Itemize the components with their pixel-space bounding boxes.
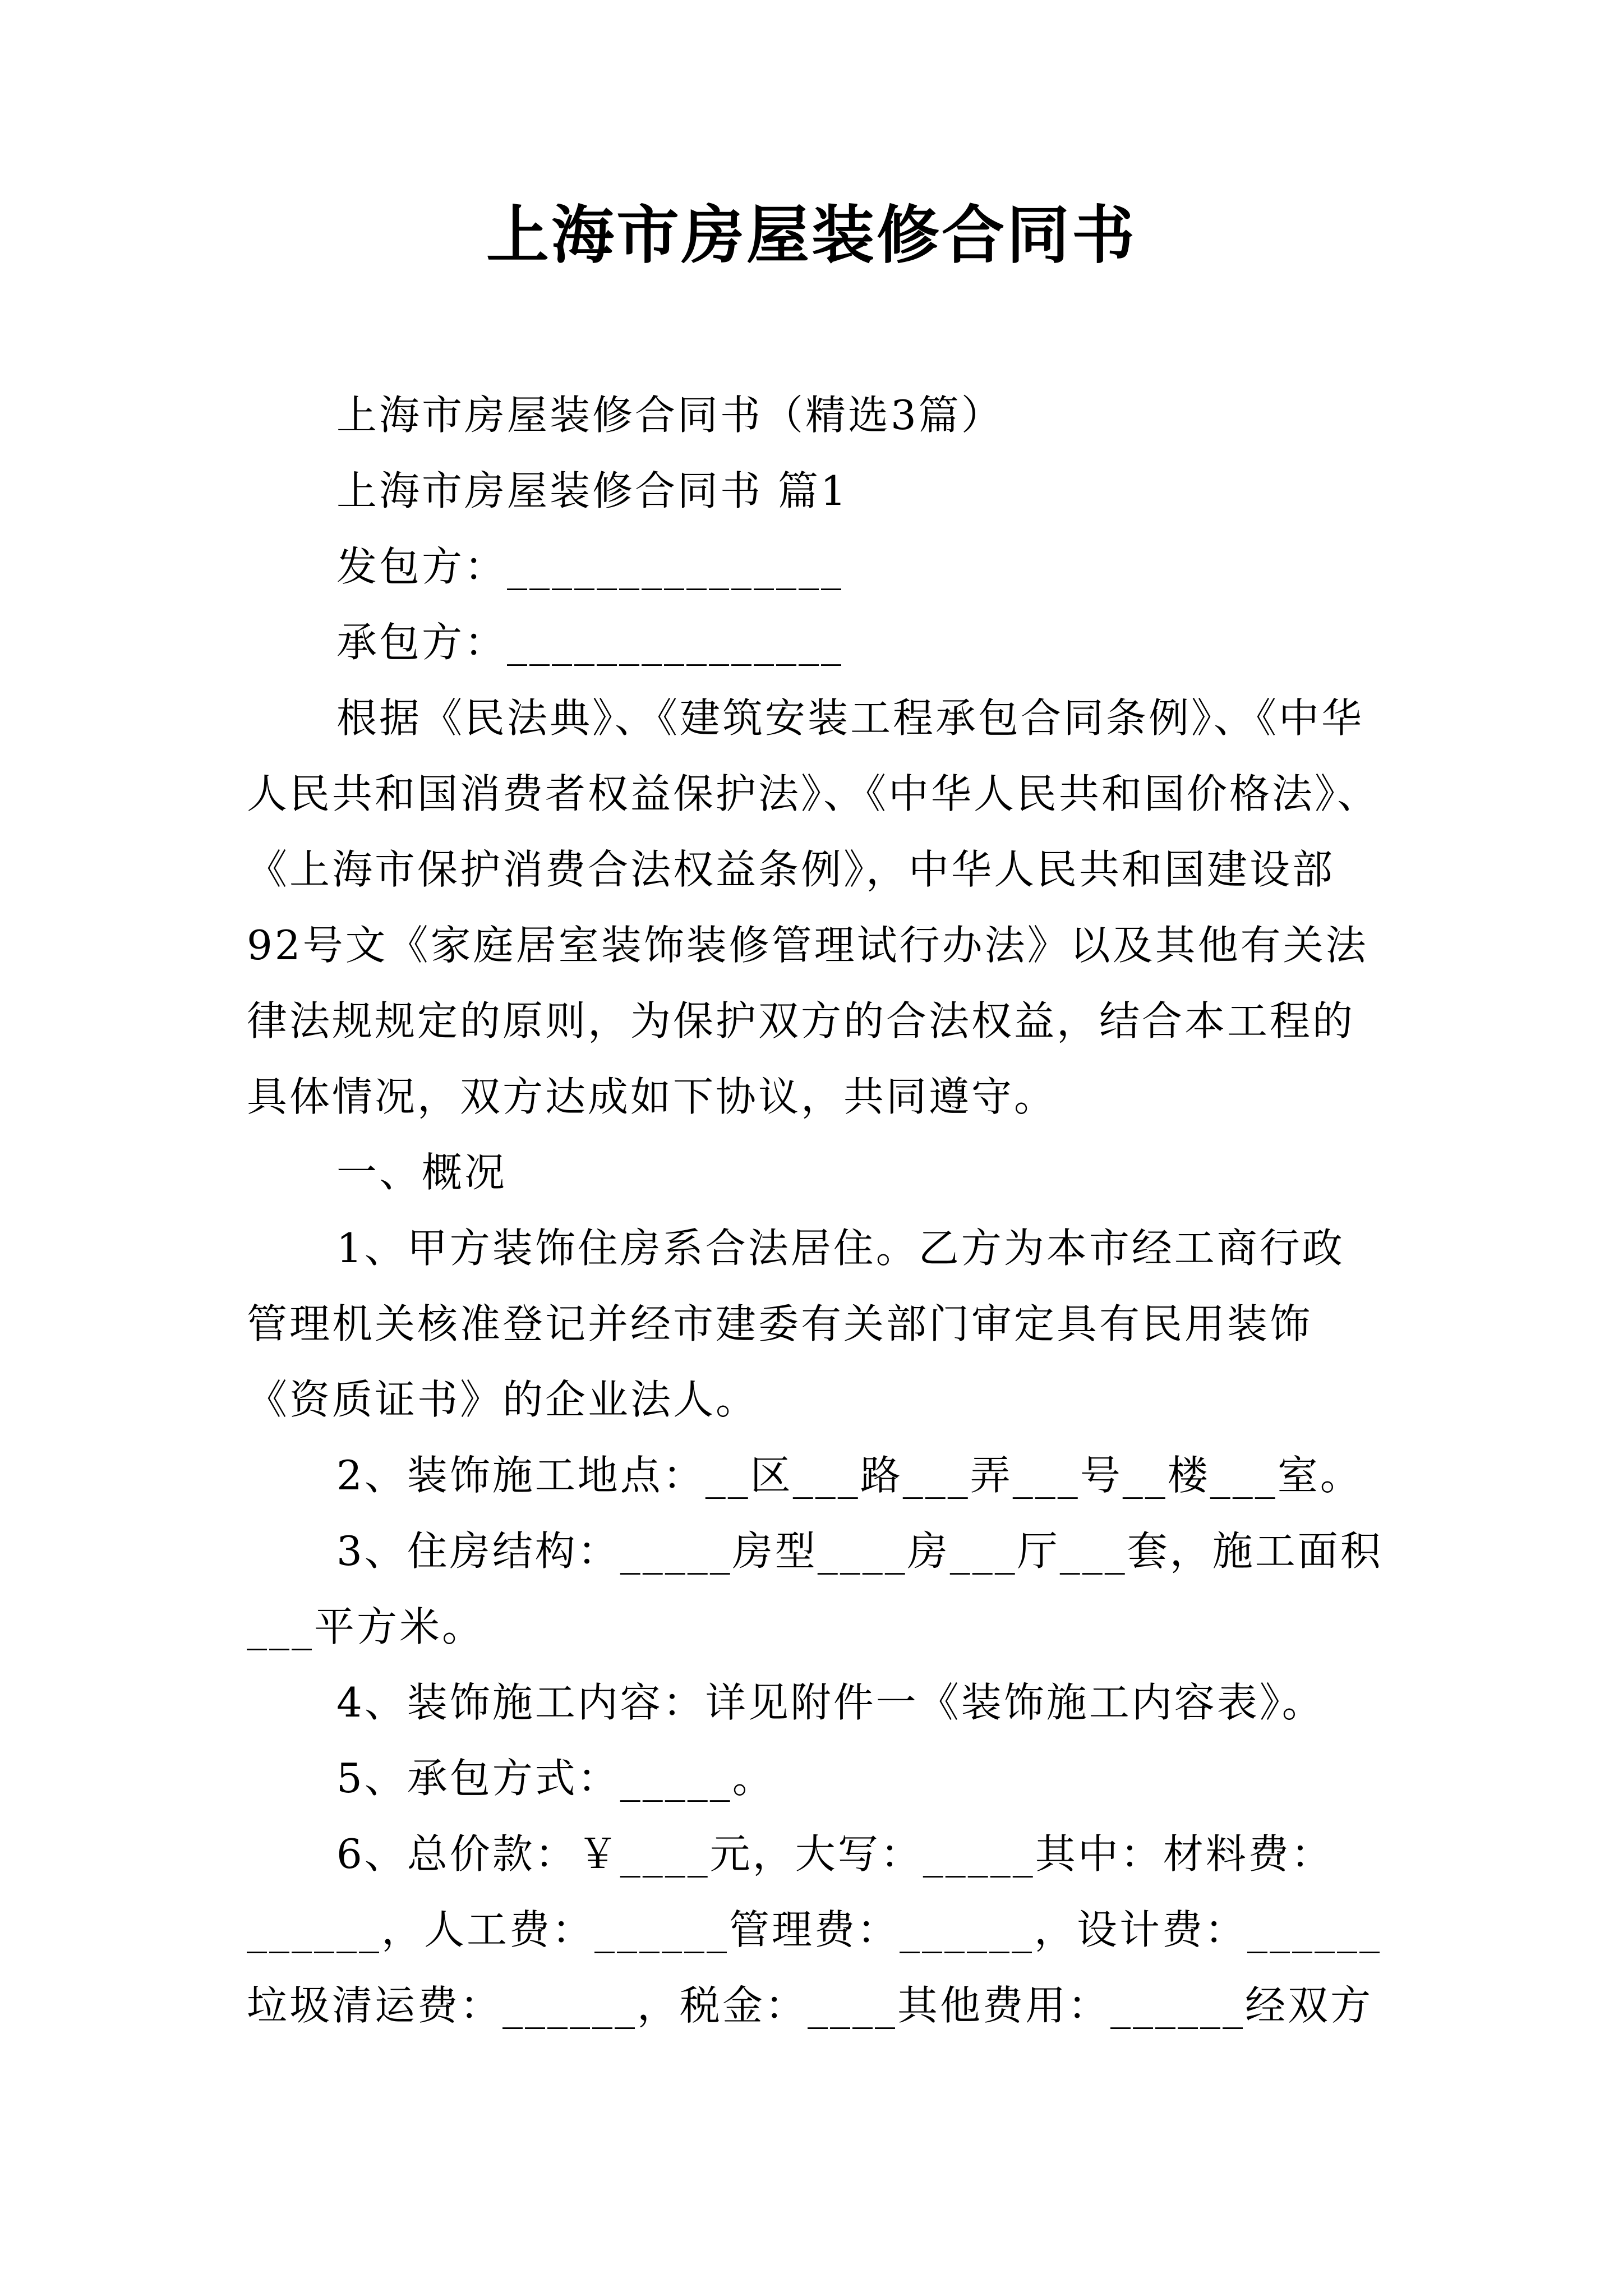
employer-field: 发包方：_______________	[336, 543, 844, 590]
clause-2-address: 2、装饰施工地点：__区___路___弄___号__楼___室。	[336, 1452, 1363, 1499]
contractor-field: 承包方：_______________	[336, 619, 844, 666]
preamble-line-6: 具体情况，双方达成如下协议，共同遵守。	[247, 1073, 1057, 1120]
preamble-line-1: 根据《民法典》、《建筑安装工程承包合同条例》、《中华	[336, 694, 1364, 742]
clause-6-line-2: ______，人工费：______管理费：______，设计费：______	[247, 1906, 1382, 1953]
preamble-line-5: 律法规规定的原则，为保护双方的合法权益，结合本工程的	[247, 997, 1355, 1045]
preamble-line-3: 《上海市保护消费合法权益条例》，中华人民共和国建设部	[247, 846, 1335, 893]
preamble-line-4: 92号文《家庭居室装饰装修管理试行办法》以及其他有关法	[247, 922, 1368, 969]
section-heading: 上海市房屋装修合同书 篇1	[336, 467, 849, 514]
clause-1-line-3: 《资质证书》的企业法人。	[247, 1376, 759, 1423]
clause-1-line-2: 管理机关核准登记并经市建委有关部门审定具有民用装饰	[247, 1300, 1313, 1347]
clause-6-line-3: 垃圾清运费：______，税金：____其他费用：______经双方	[247, 1982, 1373, 2029]
preamble-line-2: 人民共和国消费者权益保护法》、《中华人民共和国价格法》、	[247, 770, 1380, 817]
document-title: 上海市房屋装修合同书	[486, 199, 1137, 272]
clause-5-method: 5、承包方式：_____。	[336, 1755, 775, 1802]
clause-6-line-1: 6、总价款：￥____元，大写：_____其中：材料费：	[336, 1830, 1334, 1878]
overview-heading: 一、概况	[336, 1149, 508, 1196]
clause-3-line-2: ___平方米。	[247, 1603, 485, 1650]
subtitle-line: 上海市房屋装修合同书（精选3篇）	[336, 392, 1004, 439]
clause-3-line-1: 3、住房结构：_____房型____房___厅___套，施工面积	[336, 1527, 1383, 1575]
clause-1-line-1: 1、甲方装饰住房系合法居住。乙方为本市经工商行政	[336, 1225, 1345, 1272]
clause-4-content: 4、装饰施工内容：详见附件一《装饰施工内容表》。	[336, 1679, 1325, 1726]
